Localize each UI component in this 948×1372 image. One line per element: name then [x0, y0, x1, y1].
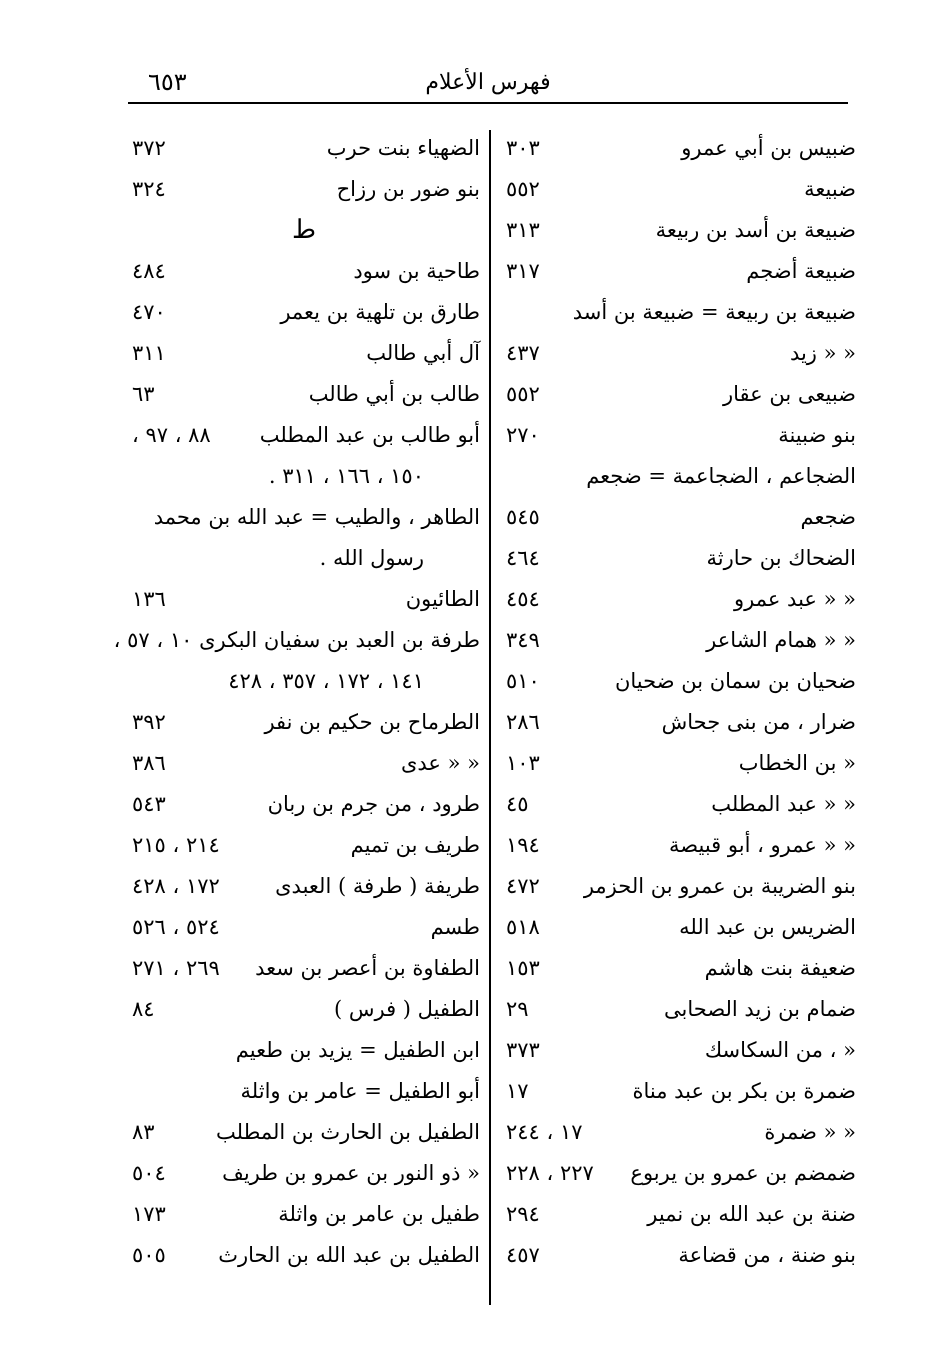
entry-page-numbers: ١٣٦ [132, 587, 166, 611]
index-entry [124, 866, 484, 907]
left-column [113, 128, 484, 1276]
entry-name: ضمرة بن بكر بن عبد مناة [632, 1079, 856, 1103]
entry-name: بنو ضبينة [778, 423, 856, 447]
entry-page-numbers: ٢٧٠ [506, 423, 540, 447]
entry-name: طريفة ( طرفة ) العبدى [275, 874, 480, 898]
entry-name: الضحاك بن حارثة [706, 546, 856, 570]
entry-name: الطائيون [405, 587, 480, 611]
entry-name: طرفة بن العبد بن سفيان البكرى ١٠ ، ٥٧ ، [113, 628, 480, 652]
index-entry [124, 661, 484, 702]
index-entry [124, 579, 484, 620]
entry-name: ضحيان بن سمان بن ضحيان [614, 669, 856, 693]
entry-page-numbers: ٢٨٦ [506, 710, 540, 734]
entry-page-numbers: ١٥٣ [506, 956, 540, 980]
entry-name: ضبيعة [804, 177, 856, 201]
entry-name: « بن الخطاب [738, 751, 856, 775]
entry-page-numbers: ٤٥٤ [506, 587, 540, 611]
entry-name: طالب بن أبي طالب [308, 382, 480, 406]
entry-name: الضريس بن عبد الله [679, 915, 856, 939]
entry-page-numbers: ١٧ [506, 1079, 529, 1103]
index-entry [124, 702, 484, 743]
index-entry [124, 292, 484, 333]
index-entry [498, 1235, 860, 1276]
entry-page-numbers: ٣١٧ [506, 259, 540, 283]
entry-name: ضبيعة أضجم [746, 259, 856, 283]
entry-name: ضمام بن زيد الصحابى [664, 997, 856, 1021]
entry-name: ضجعم [800, 505, 856, 529]
entry-name: الطفيل بن الحارث بن المطلب [216, 1120, 480, 1144]
entry-page-numbers: ١٠٣ [506, 751, 540, 775]
entry-page-numbers: ٣٨٦ [132, 751, 166, 775]
entry-page-numbers: ٤٨٤ [132, 259, 166, 283]
entry-page-numbers: ٤٣٧ [506, 341, 540, 365]
entry-name: طسم [430, 915, 480, 939]
entry-continuation: ١٥٠ ، ١٦٦ ، ٣١١ . [268, 464, 424, 488]
entry-page-numbers: ٥٠٥ [132, 1243, 166, 1267]
index-entry [498, 169, 860, 210]
entry-page-numbers: ٢٦٩ ، ٢٧١ [132, 956, 220, 980]
entry-page-numbers: ٥٠٤ [132, 1161, 166, 1185]
entry-name: « « عبد عمرو [733, 587, 856, 611]
index-entry [498, 620, 860, 661]
entry-page-numbers: ٣١١ [132, 341, 166, 365]
entry-page-numbers: ٤٥ [506, 792, 529, 816]
entry-name: ضنة بن عبد الله بن نمير [647, 1202, 856, 1226]
index-entry [498, 579, 860, 620]
entry-name: « « عمرو ، أبو قبيصة [669, 833, 856, 857]
entry-name: أبو الطفيل = عامر بن واثلة [240, 1079, 480, 1103]
entry-name: « « عدى [400, 751, 480, 775]
index-entry [124, 743, 484, 784]
index-entry [498, 333, 860, 374]
index-entry [124, 128, 484, 169]
entry-page-numbers: ٤٧٢ [506, 874, 540, 898]
index-entry [498, 210, 860, 251]
page-number: ٦٥٣ [148, 68, 187, 96]
entry-page-numbers: ٢٢٧ ، ٢٢٨ [506, 1161, 594, 1185]
index-entry [124, 333, 484, 374]
index-entry [124, 1194, 484, 1235]
entry-name: الطفاوة بن أعصر بن سعد [255, 956, 480, 980]
index-entry [498, 251, 860, 292]
page-title: فهرس الأعلام [425, 70, 551, 95]
entry-name: ضرار ، من بنى جحاش [661, 710, 856, 734]
entry-page-numbers: ٣٧٣ [506, 1038, 540, 1062]
entry-name: « ذو النور بن عمرو بن طريف [222, 1161, 480, 1185]
entry-name: ضبيعة بن ربيعة = ضبيعة بن أسد [572, 300, 856, 324]
entry-name: « ، من السكاسك [704, 1038, 856, 1062]
index-entry [498, 374, 860, 415]
entry-name: ضمضم بن عمرو بن يربوع [630, 1161, 856, 1185]
entry-page-numbers: ٥١٨ [506, 915, 540, 939]
entry-name: طارق بن تلهية بن يعمر [280, 300, 480, 324]
index-entry [498, 784, 860, 825]
entry-page-numbers: ٥٥٢ [506, 177, 540, 201]
entry-name: طفيل بن عامر بن واثلة [278, 1202, 480, 1226]
entry-name: « « عبد المطلب [711, 792, 856, 816]
entry-name: ابن الطفيل = يزيد بن طعيم [235, 1038, 480, 1062]
index-entry [498, 415, 860, 456]
index-entry [124, 538, 484, 579]
entry-page-numbers: ١٧٢ ، ٤٢٨ [132, 874, 220, 898]
index-entry [498, 1112, 860, 1153]
index-entry [113, 620, 484, 661]
index-entry [124, 784, 484, 825]
entry-name: الطفيل ( فرس ) [334, 997, 480, 1021]
entry-name: ضعيفة بنت هاشم [704, 956, 856, 980]
index-entry [498, 1030, 860, 1071]
entry-name: بنو ضنة ، من قضاعة [678, 1243, 856, 1267]
index-entry [124, 1112, 484, 1153]
index-entry [498, 661, 860, 702]
index-entry [124, 989, 484, 1030]
index-entry [498, 497, 860, 538]
page-header [128, 66, 848, 104]
entry-name: طاحية بن سود [353, 259, 480, 283]
entry-name: طريف بن تميم [350, 833, 480, 857]
index-entry [124, 1235, 484, 1276]
entry-name: « « ضمرة [764, 1120, 856, 1144]
index-entry [498, 866, 860, 907]
entry-name: الضهياء بنت حرب [326, 136, 480, 160]
entry-page-numbers: ٤٦٤ [506, 546, 540, 570]
index-entry [124, 948, 484, 989]
entry-page-numbers: ١٩٤ [506, 833, 540, 857]
index-entry [124, 1071, 484, 1112]
index-entry [124, 1153, 484, 1194]
index-entry [498, 128, 860, 169]
entry-page-numbers: ٨٨ ، ٩٧ ، [132, 423, 211, 447]
entry-name: الطاهر ، والطيب = عبد الله بن محمد [153, 505, 480, 529]
entry-page-numbers: ٣٧٢ [132, 136, 166, 160]
entry-continuation: ١٤١ ، ١٧٢ ، ٣٥٧ ، ٤٢٨ [228, 669, 424, 693]
index-entry [124, 169, 484, 210]
index-entry [498, 1153, 860, 1194]
entry-name: أبو طالب بن عبد المطلب [259, 423, 480, 447]
entry-name: طرود ، من جرم بن ربان [267, 792, 480, 816]
index-entry [124, 907, 484, 948]
entry-page-numbers: ٥٥٢ [506, 382, 540, 406]
index-entry [498, 702, 860, 743]
entry-name: الطرماح بن حكيم بن نفر [264, 710, 480, 734]
right-column [498, 128, 860, 1276]
entry-name: آل أبي طالب [366, 341, 480, 365]
index-entry [498, 825, 860, 866]
index-entry [498, 1194, 860, 1235]
entry-page-numbers: ٨٣ [132, 1120, 155, 1144]
index-entry [498, 538, 860, 579]
index-entry [124, 415, 484, 456]
index-entry [124, 456, 484, 497]
entry-name: « « زيد [789, 341, 856, 365]
entry-page-numbers: ٣٢٤ [132, 177, 166, 201]
index-entry [498, 456, 860, 497]
index-entry [498, 1071, 860, 1112]
entry-name: الطفيل بن عبد الله بن الحارث [218, 1243, 480, 1267]
index-entry [498, 989, 860, 1030]
entry-page-numbers: ٣٠٣ [506, 136, 540, 160]
index-entry [124, 1030, 484, 1071]
index-entry [498, 743, 860, 784]
index-entry [124, 497, 484, 538]
entry-page-numbers: ٣٤٩ [506, 628, 540, 652]
section-letter: ط [291, 215, 317, 245]
entry-page-numbers: ٥٤٥ [506, 505, 540, 529]
entry-name: « « همام الشاعر [706, 628, 856, 652]
entry-page-numbers: ٢١٤ ، ٢١٥ [132, 833, 220, 857]
entry-page-numbers: ١٧ ، ٢٤٤ [506, 1120, 583, 1144]
index-entry [124, 374, 484, 415]
entry-page-numbers: ٥٤٣ [132, 792, 166, 816]
entry-name: ضبيعى بن عقار [722, 382, 856, 406]
entry-page-numbers: ٤٥٧ [506, 1243, 540, 1267]
entry-name: بنو الضريبة بن عمرو بن الحزمر [583, 874, 856, 898]
entry-name: بنو ضور بن رزاح [336, 177, 480, 201]
index-entry [124, 210, 484, 251]
entry-page-numbers: ٤٧٠ [132, 300, 166, 324]
entry-page-numbers: ٦٣ [132, 382, 155, 406]
index-entry [124, 251, 484, 292]
entry-name: ضبيعة بن أسد بن ربيعة [655, 218, 856, 242]
column-divider [489, 130, 491, 1305]
entry-continuation: رسول الله . [319, 546, 424, 570]
entry-name: الضجاعم ، الضجاعمة = ضجعم [586, 464, 856, 488]
entry-page-numbers: ٢٩ [506, 997, 529, 1021]
index-entry [124, 825, 484, 866]
index-entry [498, 907, 860, 948]
entry-page-numbers: ٥١٠ [506, 669, 540, 693]
index-entry [498, 948, 860, 989]
entry-page-numbers: ٥٢٤ ، ٥٢٦ [132, 915, 220, 939]
entry-page-numbers: ٨٤ [132, 997, 155, 1021]
entry-page-numbers: ٢٩٤ [506, 1202, 540, 1226]
entry-page-numbers: ٣٩٢ [132, 710, 166, 734]
entry-page-numbers: ٣١٣ [506, 218, 540, 242]
index-entry [498, 292, 860, 333]
entry-name: ضبيس بن أبي عمرو [681, 136, 856, 160]
entry-page-numbers: ١٧٣ [132, 1202, 166, 1226]
